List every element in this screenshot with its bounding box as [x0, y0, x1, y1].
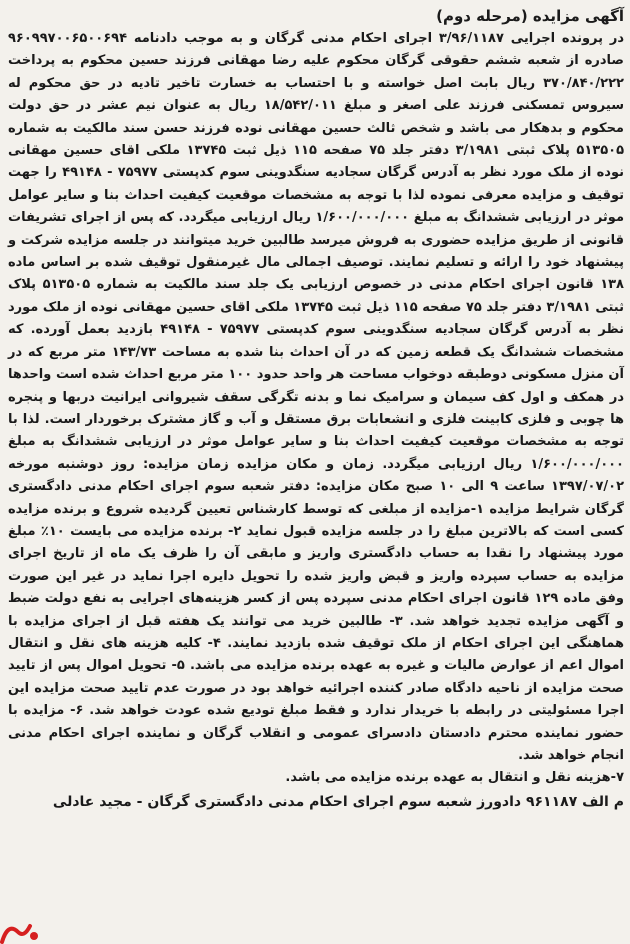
notice-signature: م الف ۹۶۱۱۸۷ دادورز شعبه سوم اجرای احکام مدنی دادگستری گرگان - مجید عادلی	[52, 793, 624, 810]
notice-clause-7: ۷-هزینه نقل و انتقال به عهده برنده مزایده می باشد.	[285, 770, 624, 786]
notice-title: آگهی مزایده (مرحله دوم)	[436, 7, 624, 25]
auction-notice	[8, 4, 624, 944]
notice-body: در پرونده اجرایی ۳/۹۶/۱۱۸۷ اجرای احکام مدنی گرگان و به موجب دادنامه ۹۶۰۹۹۷۰۰۶۵۰۰۶۹۴ صادره از شعبه ششم حقوقی گرگان محکوم علیه رضا مهقانی فرزند حسین محکوم به پرداخت ۳۷۰/۸۴۰/۲۲۲ ریال بابت اصل خواسته و با احتساب به خسارت تاخیر تادیه در حق محکوم له سیروس تمسکنی فرزند علی اصغر و مبلغ ۱۸/۵۴۲/۰۱۱ ریال به عنوان نیم عشر در حق دولت محکوم و بدهکار می باشد و شخص ثالث حسین مهقانی نوده فرزند حسن سند مالکیت به شماره ۵۱۳۵۰۵ پلاک ثبتی ۳/۱۹۸۱ دفتر جلد ۷۵ صفحه ۱۱۵ ذیل ثبت ۱۳۷۴۵ ملکی اقای حسین مهقانی نوده از ملک مورد نظر به آدرس گرگان سجادیه سنگدوینی سوم کدپستی ۷۵۹۷۷ - ۴۹۱۴۸ را جهت توقیف و مزایده معرفی نموده لذا با توجه به مشخصات موقعیت کیفیت احداث بنا و سایر عوامل موثر در ارزیابی ششدانگ به مبلغ ۱/۶۰۰/۰۰۰/۰۰۰ ریال ارزیابی میگردد. که پس از اجرای تشریفات قانونی از طریق مزایده حضوری به فروش میرسد طالبین خرید میتوانند در جلسه مزایده شرکت و پیشنهاد خود را ارائه و تسلیم نمایند. توصیف اجمالی مال غیرمنقول توقیف شده بر اساس ماده ۱۳۸ قانون اجرای احکام مدنی در خصوص ارزیابی یک جلد سند مالکیت به شماره ۵۱۳۵۰۵ پلاک ثبتی ۳/۱۹۸۱ دفتر جلد ۷۵ صفحه ۱۱۵ ذیل ثبت ۱۳۷۴۵ ملکی اقای حسین مهقانی نوده از ملک مورد نظر به آدرس گرگان سجادیه سنگدوینی سوم کدپستی ۷۵۹۷۷ - ۴۹۱۴۸ بازدید بعمل آورده. که مشخصات ششدانگ یک قطعه زمین که در آن احداث بنا شده به مساحت ۱۴۳/۷۳ متر مربع که در آن منزل مسکونی دوطبقه دوخواب مساحت هر واحد حدود ۱۰۰ متر مربع احداث شده است واحدها در همکف و اول کف سیمان و سرامیک نما و بدنه تگرگی سقف شیروانی ایرانیت دربها و پنجره ها چوبی و فلزی کابینت فلزی و انشعابات برق مستقل و آب و گاز مشترک برخوردار است. لذا با توجه به مشخصات موقعیت کیفیت احداث بنا و سایر عوامل موثر در ارزیابی ششدانگ به مبلغ ۱/۶۰۰/۰۰۰/۰۰۰ ریال ارزیابی میگردد. زمان و مکان مزایده زمان مزایده: روز دوشنبه مورخه ۱۳۹۷/۰۷/۰۲ ساعت ۹ الی ۱۰ صبح مکان مزایده: دفتر شعبه سوم اجرای احکام مدنی دادگستری گرگان شرایط مزایده ۱-مزایده از مبلغی که توسط کارشناس تعیین گردیده شروع و برنده مزایده کسی است که بالاترین مبلغ را در جلسه مزایده قبول نماید ۲- برنده مزایده می بایست ۱۰٪ مبلغ مورد پیشنهاد را نقدا به حساب دادگستری واریز و مابقی آن را ظرف یک ماه از تاریخ اجرای مزایده به حساب سپرده واریز و قبض واریز شده را تحویل دایره اجرا نماید در غیر این صورت وفق ماده ۱۲۹ قانون اجرای احکام مدنی سپرده پس از کسر هزینه‌های اجرایی به نفع دولت ضبط و آگهی مزایده تجدید خواهد شد. ۳- طالبین خرید می توانند یک هفته قبل از اجرای مزایده با هماهنگی این اجرای احکام از ملک توقیف شده بازدید نمایند. ۴- کلیه هزینه های نقل و انتقال اموال اعم از عوارض مالیات و غیره به عهده برنده مزایده می باشد. ۵- تحویل اموال پس از تایید صحت مزایده از ناحیه دادگاه صادر کننده اجرائیه خواهد بود در صورت عدم تایید صحت مزایده این اجرا مسئولیتی در رابطه با خریدار ندارد و فقط مبلغ تودیع شده عودت خواهد شد. ۶- مزایده با حضور نماینده محترم دادستان دادسرای عمومی و انقلاب گرگان و نماینده اجرای احکام مدنی انجام خواهد شد.	[8, 31, 625, 763]
publisher-logo-icon	[0, 918, 42, 944]
